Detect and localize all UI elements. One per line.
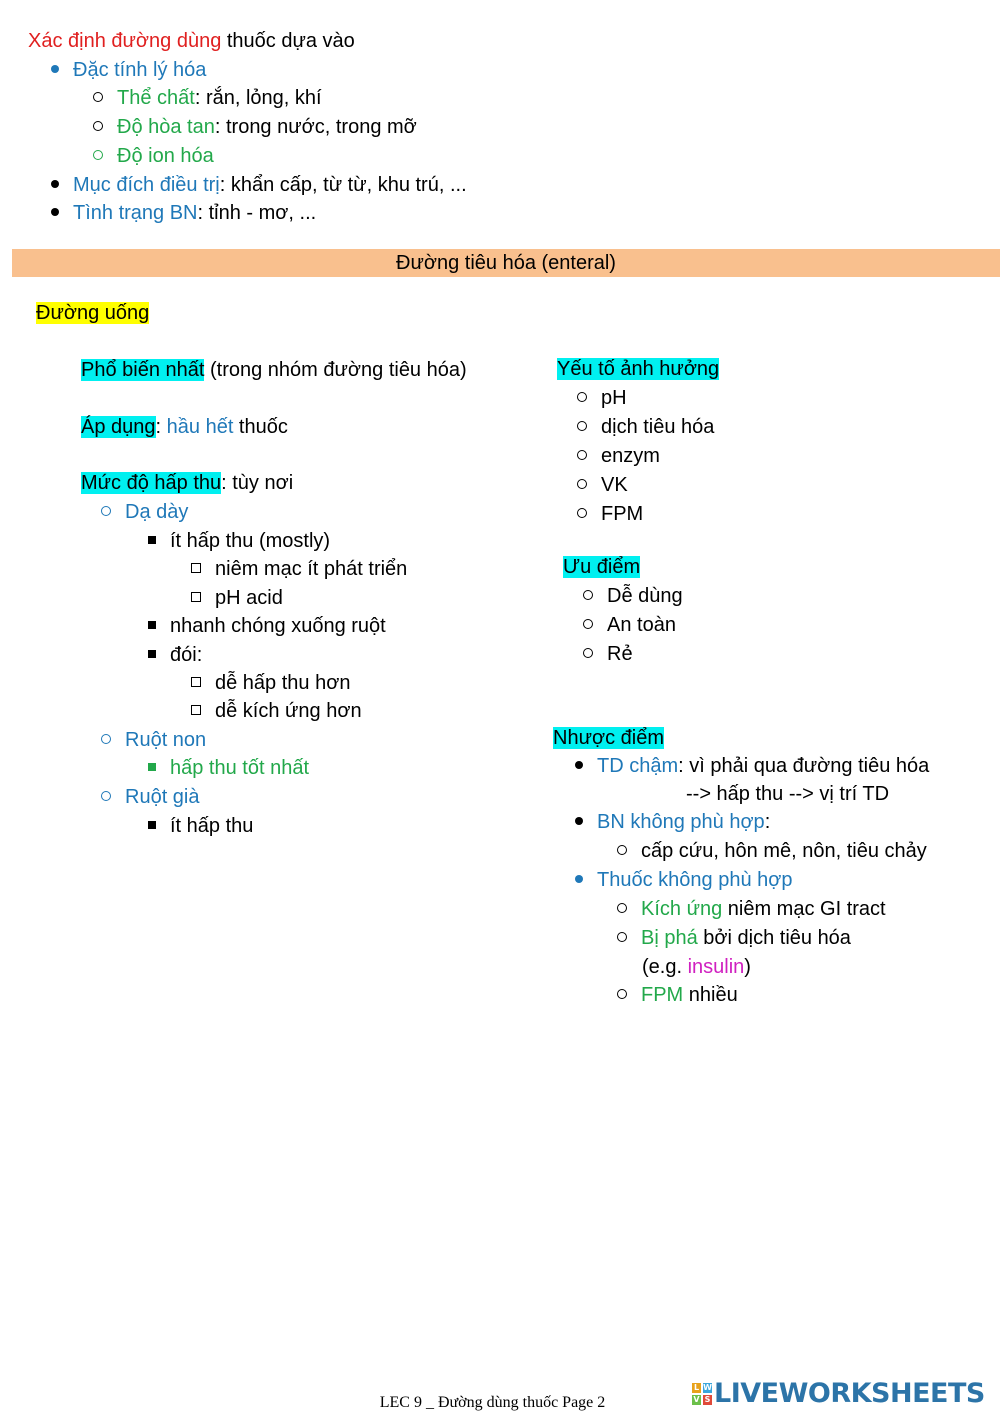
kich-ung-key: Kích ứng — [641, 898, 723, 920]
liveworksheets-logo — [692, 1378, 985, 1410]
intro-title — [28, 27, 355, 55]
logo-tile: V — [693, 1395, 700, 1404]
bullet-circle-icon — [93, 121, 103, 131]
it-hap-thu-text: ít hấp thu — [170, 815, 254, 837]
bullet-box-icon — [191, 592, 201, 602]
bullet-circle-icon — [577, 392, 587, 402]
bullet-square-icon — [148, 621, 156, 629]
muc-do-val: : tùy nơi — [221, 472, 294, 494]
de-hap-thu-text: dễ hấp thu hơn — [215, 672, 351, 694]
yeu-to-item — [577, 442, 660, 470]
bullet-dot-icon — [575, 761, 583, 769]
bullet-dot-icon — [51, 65, 59, 73]
eg-open: (e.g. — [642, 956, 688, 978]
bn-colon: : — [764, 811, 771, 833]
bn-sub-text: cấp cứu, hôn mê, nôn, tiêu chảy — [641, 840, 927, 862]
it-hap-thu-mostly-item — [148, 527, 330, 555]
bn-item — [575, 808, 770, 836]
thuoc-item — [575, 866, 792, 894]
section-header: Đường tiêu hóa (enteral) — [12, 249, 1000, 277]
intro-bullet-1-text: Đặc tính lý hóa — [73, 59, 207, 81]
intro-bullet-1 — [51, 56, 206, 84]
hap-thu-tot-text: hấp thu tốt nhất — [170, 757, 310, 779]
nhuoc-diem-title-text: Nhược điểm — [553, 727, 664, 749]
yeu-to-item — [577, 384, 627, 412]
td-cham-val: : vì phải qua đường tiêu hóa — [678, 755, 930, 777]
ap-dung-colon: : — [155, 416, 167, 438]
muc-do-line — [81, 469, 293, 497]
ap-dung-blue: hầu hết — [166, 416, 234, 438]
ph-acid-item — [191, 584, 283, 612]
td-cham-item — [575, 752, 929, 780]
intro-bullet-1-1 — [93, 84, 322, 112]
fpm-key: FPM — [641, 984, 684, 1006]
eg-insulin: insulin — [687, 956, 745, 978]
logo-tile: L — [693, 1383, 700, 1392]
intro-bullet-2-val: : khẩn cấp, từ từ, khu trú, ... — [219, 174, 467, 196]
doi-item — [148, 641, 202, 669]
bullet-dot-icon — [51, 180, 59, 188]
eg-close: ) — [744, 956, 751, 978]
hap-thu-tot-item — [148, 754, 309, 782]
pho-bien-key: Phổ biến nhất — [81, 359, 205, 381]
intro-bullet-1-3-text: Độ ion hóa — [117, 145, 214, 167]
bullet-square-icon — [148, 650, 156, 658]
yeu-to-item-text: dịch tiêu hóa — [601, 416, 715, 438]
bullet-circle-icon — [577, 508, 587, 518]
ruot-non-item — [101, 726, 206, 754]
nhuoc-diem-title — [553, 724, 664, 752]
uu-diem-title — [563, 553, 640, 581]
bullet-circle-icon — [617, 932, 627, 942]
niem-mac-text: niêm mạc ít phát triển — [215, 558, 408, 580]
it-hap-thu-mostly-text: ít hấp thu (mostly) — [170, 530, 331, 552]
bullet-circle-icon — [617, 989, 627, 999]
bullet-circle-icon — [617, 845, 627, 855]
uu-diem-item-text: Rẻ — [607, 643, 633, 665]
logo-grid-icon — [692, 1383, 712, 1405]
intro-bullet-2 — [51, 171, 467, 199]
de-kich-ung-item — [191, 697, 362, 725]
uu-diem-item — [583, 611, 676, 639]
bullet-circle-icon — [583, 590, 593, 600]
bullet-circle-icon — [577, 450, 587, 460]
page-footer: LEC 9 _ Đường dùng thuốc Page 2 — [379, 1394, 606, 1411]
ap-dung-line — [81, 413, 288, 441]
intro-bullet-1-1-val: : rắn, lỏng, khí — [194, 87, 322, 109]
bi-pha-item — [617, 924, 851, 952]
fpm-item — [617, 981, 738, 1009]
bi-pha-val: bởi dịch tiêu hóa — [697, 927, 851, 949]
yeu-to-title-text: Yếu tố ảnh hưởng — [557, 358, 720, 380]
bullet-circle-icon — [93, 150, 103, 160]
bullet-square-icon — [148, 821, 156, 829]
ap-dung-key: Áp dụng — [81, 416, 156, 438]
oral-title — [36, 299, 149, 327]
uu-diem-item-text: An toàn — [607, 614, 676, 636]
bullet-box-icon — [191, 563, 201, 573]
bullet-circle-icon — [93, 92, 103, 102]
bullet-dot-icon — [51, 208, 59, 216]
intro-bullet-1-1-key: Thể chất — [117, 87, 195, 109]
pho-bien-val: (trong nhóm đường tiêu hóa) — [204, 359, 467, 381]
yeu-to-item-text: FPM — [601, 503, 644, 525]
da-day-item — [101, 498, 188, 526]
bullet-circle-icon — [101, 506, 111, 516]
bullet-circle-icon — [583, 619, 593, 629]
muc-do-key: Mức độ hấp thu — [81, 472, 222, 494]
uu-diem-title-text: Ưu điểm — [563, 556, 641, 578]
nhanh-chong-item — [148, 612, 386, 640]
bullet-circle-icon — [583, 648, 593, 658]
bullet-box-icon — [191, 677, 201, 687]
doi-text: đói: — [170, 644, 203, 666]
intro-bullet-1-3 — [93, 142, 214, 170]
niem-mac-item — [191, 555, 407, 583]
intro-bullet-3-key: Tình trạng BN — [73, 202, 198, 224]
bi-pha-key: Bị phá — [641, 927, 698, 949]
kich-ung-val: niêm mạc GI tract — [722, 898, 886, 920]
ph-acid-text: pH acid — [215, 587, 283, 609]
yeu-to-item — [577, 471, 628, 499]
it-hap-thu-item — [148, 812, 253, 840]
yeu-to-title — [557, 355, 719, 383]
intro-bullet-3 — [51, 199, 316, 227]
uu-diem-item — [583, 582, 683, 610]
yeu-to-item — [577, 500, 643, 528]
uu-diem-item — [583, 640, 633, 668]
bullet-square-icon — [148, 763, 156, 771]
intro-bullet-1-2 — [93, 113, 417, 141]
logo-tile: W — [703, 1383, 712, 1392]
ruot-gia-text: Ruột già — [125, 786, 200, 808]
bullet-dot-icon — [575, 875, 583, 883]
pho-bien-line — [81, 356, 467, 384]
td-cham-cont: --> hấp thu --> vị trí TD — [686, 783, 890, 805]
yeu-to-item-text: pH — [601, 387, 627, 409]
bullet-circle-icon — [577, 421, 587, 431]
bn-sub-item — [617, 837, 927, 865]
ruot-non-text: Ruột non — [125, 729, 207, 751]
intro-bullet-1-2-val: : trong nước, trong mỡ — [214, 116, 417, 138]
yeu-to-item — [577, 413, 714, 441]
kich-ung-item — [617, 895, 886, 923]
td-cham-key: TD chậm — [597, 755, 679, 777]
yeu-to-item-text: VK — [601, 474, 628, 496]
bullet-circle-icon — [617, 903, 627, 913]
logo-tile: S — [704, 1395, 711, 1404]
intro-bullet-2-key: Mục đích điều trị — [73, 174, 220, 196]
intro-title-red: Xác định đường dùng — [28, 30, 222, 52]
bullet-circle-icon — [577, 479, 587, 489]
yeu-to-item-text: enzym — [601, 445, 660, 467]
de-hap-thu-item — [191, 669, 350, 697]
fpm-val: nhiều — [683, 984, 738, 1006]
ap-dung-rest: thuốc — [233, 416, 288, 438]
nhanh-chong-text: nhanh chóng xuống ruột — [170, 615, 386, 637]
intro-bullet-1-2-key: Độ hòa tan — [117, 116, 215, 138]
logo-text: LIVEWORKSHEETS — [714, 1378, 985, 1409]
bullet-box-icon — [191, 705, 201, 715]
thuoc-title: Thuốc không phù hợp — [597, 869, 793, 891]
da-day-text: Dạ dày — [125, 501, 189, 523]
de-kich-ung-text: dễ kích ứng hơn — [215, 700, 362, 722]
intro-title-rest: thuốc dựa vào — [221, 30, 355, 52]
intro-bullet-3-val: : tỉnh - mơ, ... — [197, 202, 317, 224]
uu-diem-item-text: Dễ dùng — [607, 585, 683, 607]
oral-title-text: Đường uống — [36, 302, 150, 324]
bn-key: BN không phù hợp — [597, 811, 765, 833]
ruot-gia-item — [101, 783, 200, 811]
bullet-circle-icon — [101, 734, 111, 744]
bullet-dot-icon — [575, 817, 583, 825]
bullet-circle-icon — [101, 791, 111, 801]
eg-line — [642, 953, 751, 981]
bullet-square-icon — [148, 536, 156, 544]
